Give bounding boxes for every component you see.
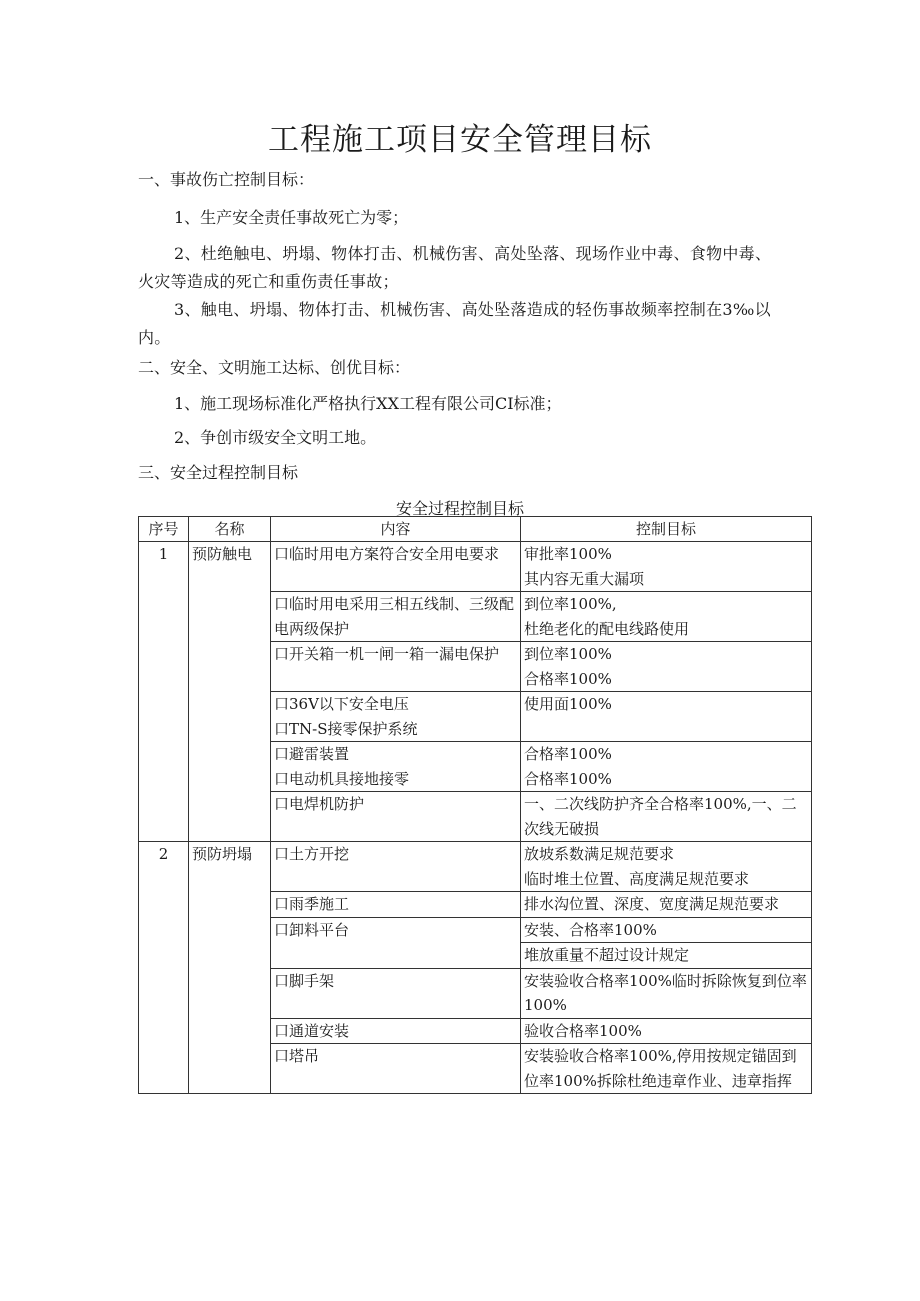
row-category: 预防触电	[189, 542, 271, 842]
accident-item-2: 2、杜绝触电、坍塌、物体打击、机械伤害、高处坠落、现场作业中毒、食物中毒、火灾等造成的死亡和重伤责任事故；	[138, 244, 772, 291]
target-line: 审批率100%	[524, 545, 612, 563]
row-target	[521, 692, 812, 742]
row-content	[271, 842, 521, 892]
content-line: 口卸料平台	[274, 920, 350, 939]
content-line: 口TN-S接零保护系统	[274, 719, 418, 738]
content-line: 口雨季施工	[274, 895, 350, 913]
row-content	[271, 1044, 521, 1094]
target-line: 到位率100%,	[524, 595, 617, 613]
row-target	[521, 1044, 812, 1094]
section-heading-accident: 一、事故伤亡控制目标：	[138, 170, 315, 189]
row-target	[521, 1018, 812, 1044]
civilized-item-2: 2、争创市级安全文明工地。	[174, 428, 377, 447]
target-line: 临时堆土位置、高度满足规范要求	[524, 869, 750, 888]
target-line: 堆放重量不超过设计规定	[524, 946, 690, 964]
target-line: 其内容无重大漏项	[524, 569, 645, 588]
target-line: 安装验收合格率100%临时拆除恢复到位率100%	[524, 971, 807, 1014]
accident-item-1: 1、生产安全责任事故死亡为零；	[174, 208, 409, 227]
row-target	[521, 968, 812, 1018]
target-line: 放坡系数满足规范要求	[524, 845, 675, 863]
header-name: 名称	[189, 517, 271, 542]
table-header-row	[139, 517, 812, 542]
row-content	[271, 642, 521, 692]
table-row	[139, 842, 812, 892]
table-caption: 安全过程控制目标	[395, 499, 524, 518]
row-content	[271, 542, 521, 592]
civilized-item-1: 1、施工现场标准化严格执行XX工程有限公司CI标准；	[174, 394, 562, 413]
target-line: 一、二次线防护齐全合格率100%,一、二次线无破损	[524, 795, 797, 838]
row-content	[271, 692, 521, 742]
row-target	[521, 642, 812, 692]
content-line: 口塔吊	[274, 1047, 320, 1065]
row-content	[271, 792, 521, 842]
target-line: 安装、合格率100%	[524, 920, 657, 939]
row-target	[521, 892, 812, 918]
target-line: 使用面100%	[524, 695, 612, 713]
target-line: 合格率100%	[524, 669, 612, 688]
row-content	[271, 917, 521, 968]
content-line: 口避雷装置	[274, 745, 350, 763]
row-target	[521, 542, 812, 592]
row-target	[521, 792, 812, 842]
target-line: 杜绝老化的配电线路使用	[524, 619, 690, 638]
content-line: 口临时用电方案符合安全用电要求	[274, 545, 500, 563]
page-title: 工程施工项目安全管理目标	[268, 122, 652, 158]
row-seq: 1	[139, 542, 189, 842]
target-line: 排水沟位置、深度、宽度满足规范要求	[524, 895, 780, 913]
content-line: 口电焊机防护	[274, 795, 365, 813]
row-content	[271, 968, 521, 1018]
row-target	[521, 943, 812, 969]
content-line: 口通道安装	[274, 1021, 350, 1040]
accident-item-3: 3、触电、坍塌、物体打击、机械伤害、高处坠落造成的轻伤事故频率控制在3‰以内。	[138, 300, 771, 347]
content-line: 口36V以下安全电压	[274, 695, 409, 713]
target-line: 到位率100%	[524, 645, 612, 663]
row-content	[271, 892, 521, 918]
content-line: 口土方开挖	[274, 845, 350, 863]
content-line: 口临时用电采用三相五线制、三级配电两级保护	[274, 595, 515, 638]
safety-goals-table	[138, 516, 812, 1094]
row-content	[271, 592, 521, 642]
row-seq: 2	[139, 842, 189, 1094]
row-content	[271, 742, 521, 792]
content-line: 口开关箱一机一闸一箱一漏电保护	[274, 645, 500, 663]
row-target	[521, 842, 812, 892]
target-line: 合格率100%	[524, 745, 612, 763]
row-content	[271, 1018, 521, 1044]
content-line: 口脚手架	[274, 971, 335, 990]
section-heading-process: 三、安全过程控制目标	[138, 463, 299, 482]
target-line: 安装验收合格率100%,停用按规定锚固到位率100%拆除杜绝违章作业、违章指挥	[524, 1047, 797, 1090]
table-row	[139, 542, 812, 592]
row-category: 预防坍塌	[189, 842, 271, 1094]
header-target: 控制目标	[521, 517, 812, 542]
target-line: 合格率100%	[524, 769, 612, 788]
row-target	[521, 917, 812, 943]
header-seq: 序号	[139, 517, 189, 542]
header-content: 内容	[271, 517, 521, 542]
section-heading-civilized: 二、安全、文明施工达标、创优目标：	[138, 358, 411, 377]
row-target	[521, 742, 812, 792]
table-body	[139, 542, 812, 1094]
row-target	[521, 592, 812, 642]
content-line: 口电动机具接地接零	[274, 769, 410, 788]
target-line: 验收合格率100%	[524, 1021, 642, 1040]
